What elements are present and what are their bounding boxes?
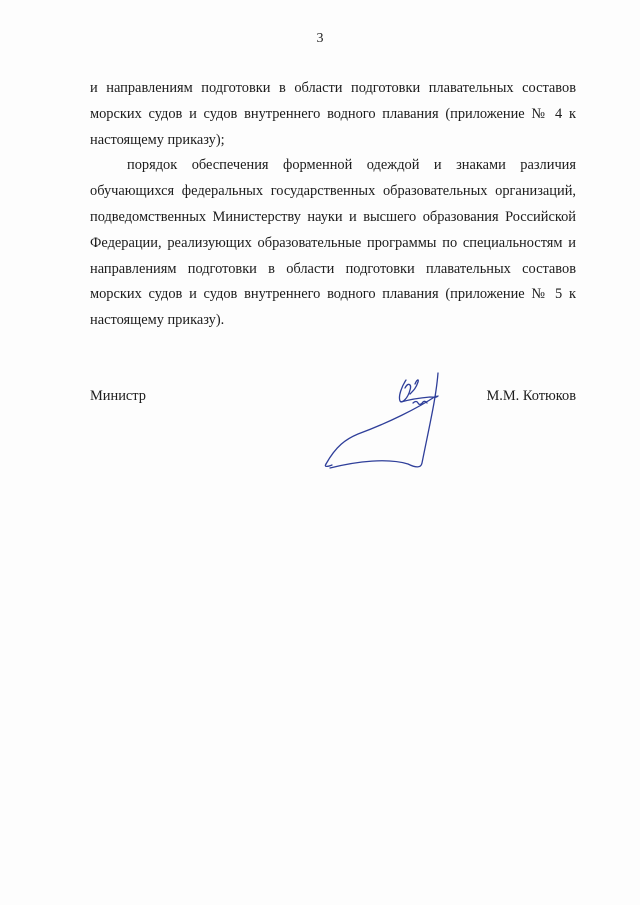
page-number: 3 — [316, 31, 324, 46]
signatory-name: М.М. Котюков — [486, 388, 576, 404]
paragraph-continuation: и направлениям подготовки в области подготовки плавательных составов морских судов и судов внутреннего водного плавания (приложение № 4 к настоящему приказу); — [90, 80, 576, 148]
paragraph-uniform-procedure: порядок обеспечения форменной одеждой и знаками различия обучающихся федеральных государственных образовательных организаций, подведомственных Министерству науки и высшего образования Российской Федерации, реализующих образовательные программы по специальностям и направлениям подготовки в области подготовки плавательных составов морских судов и судов внутреннего водного плавания (приложение № 5 к настоящему приказу). — [90, 157, 576, 329]
signatory-title: Министр — [90, 388, 146, 404]
document-body — [90, 76, 576, 334]
handwritten-signature — [318, 368, 458, 478]
